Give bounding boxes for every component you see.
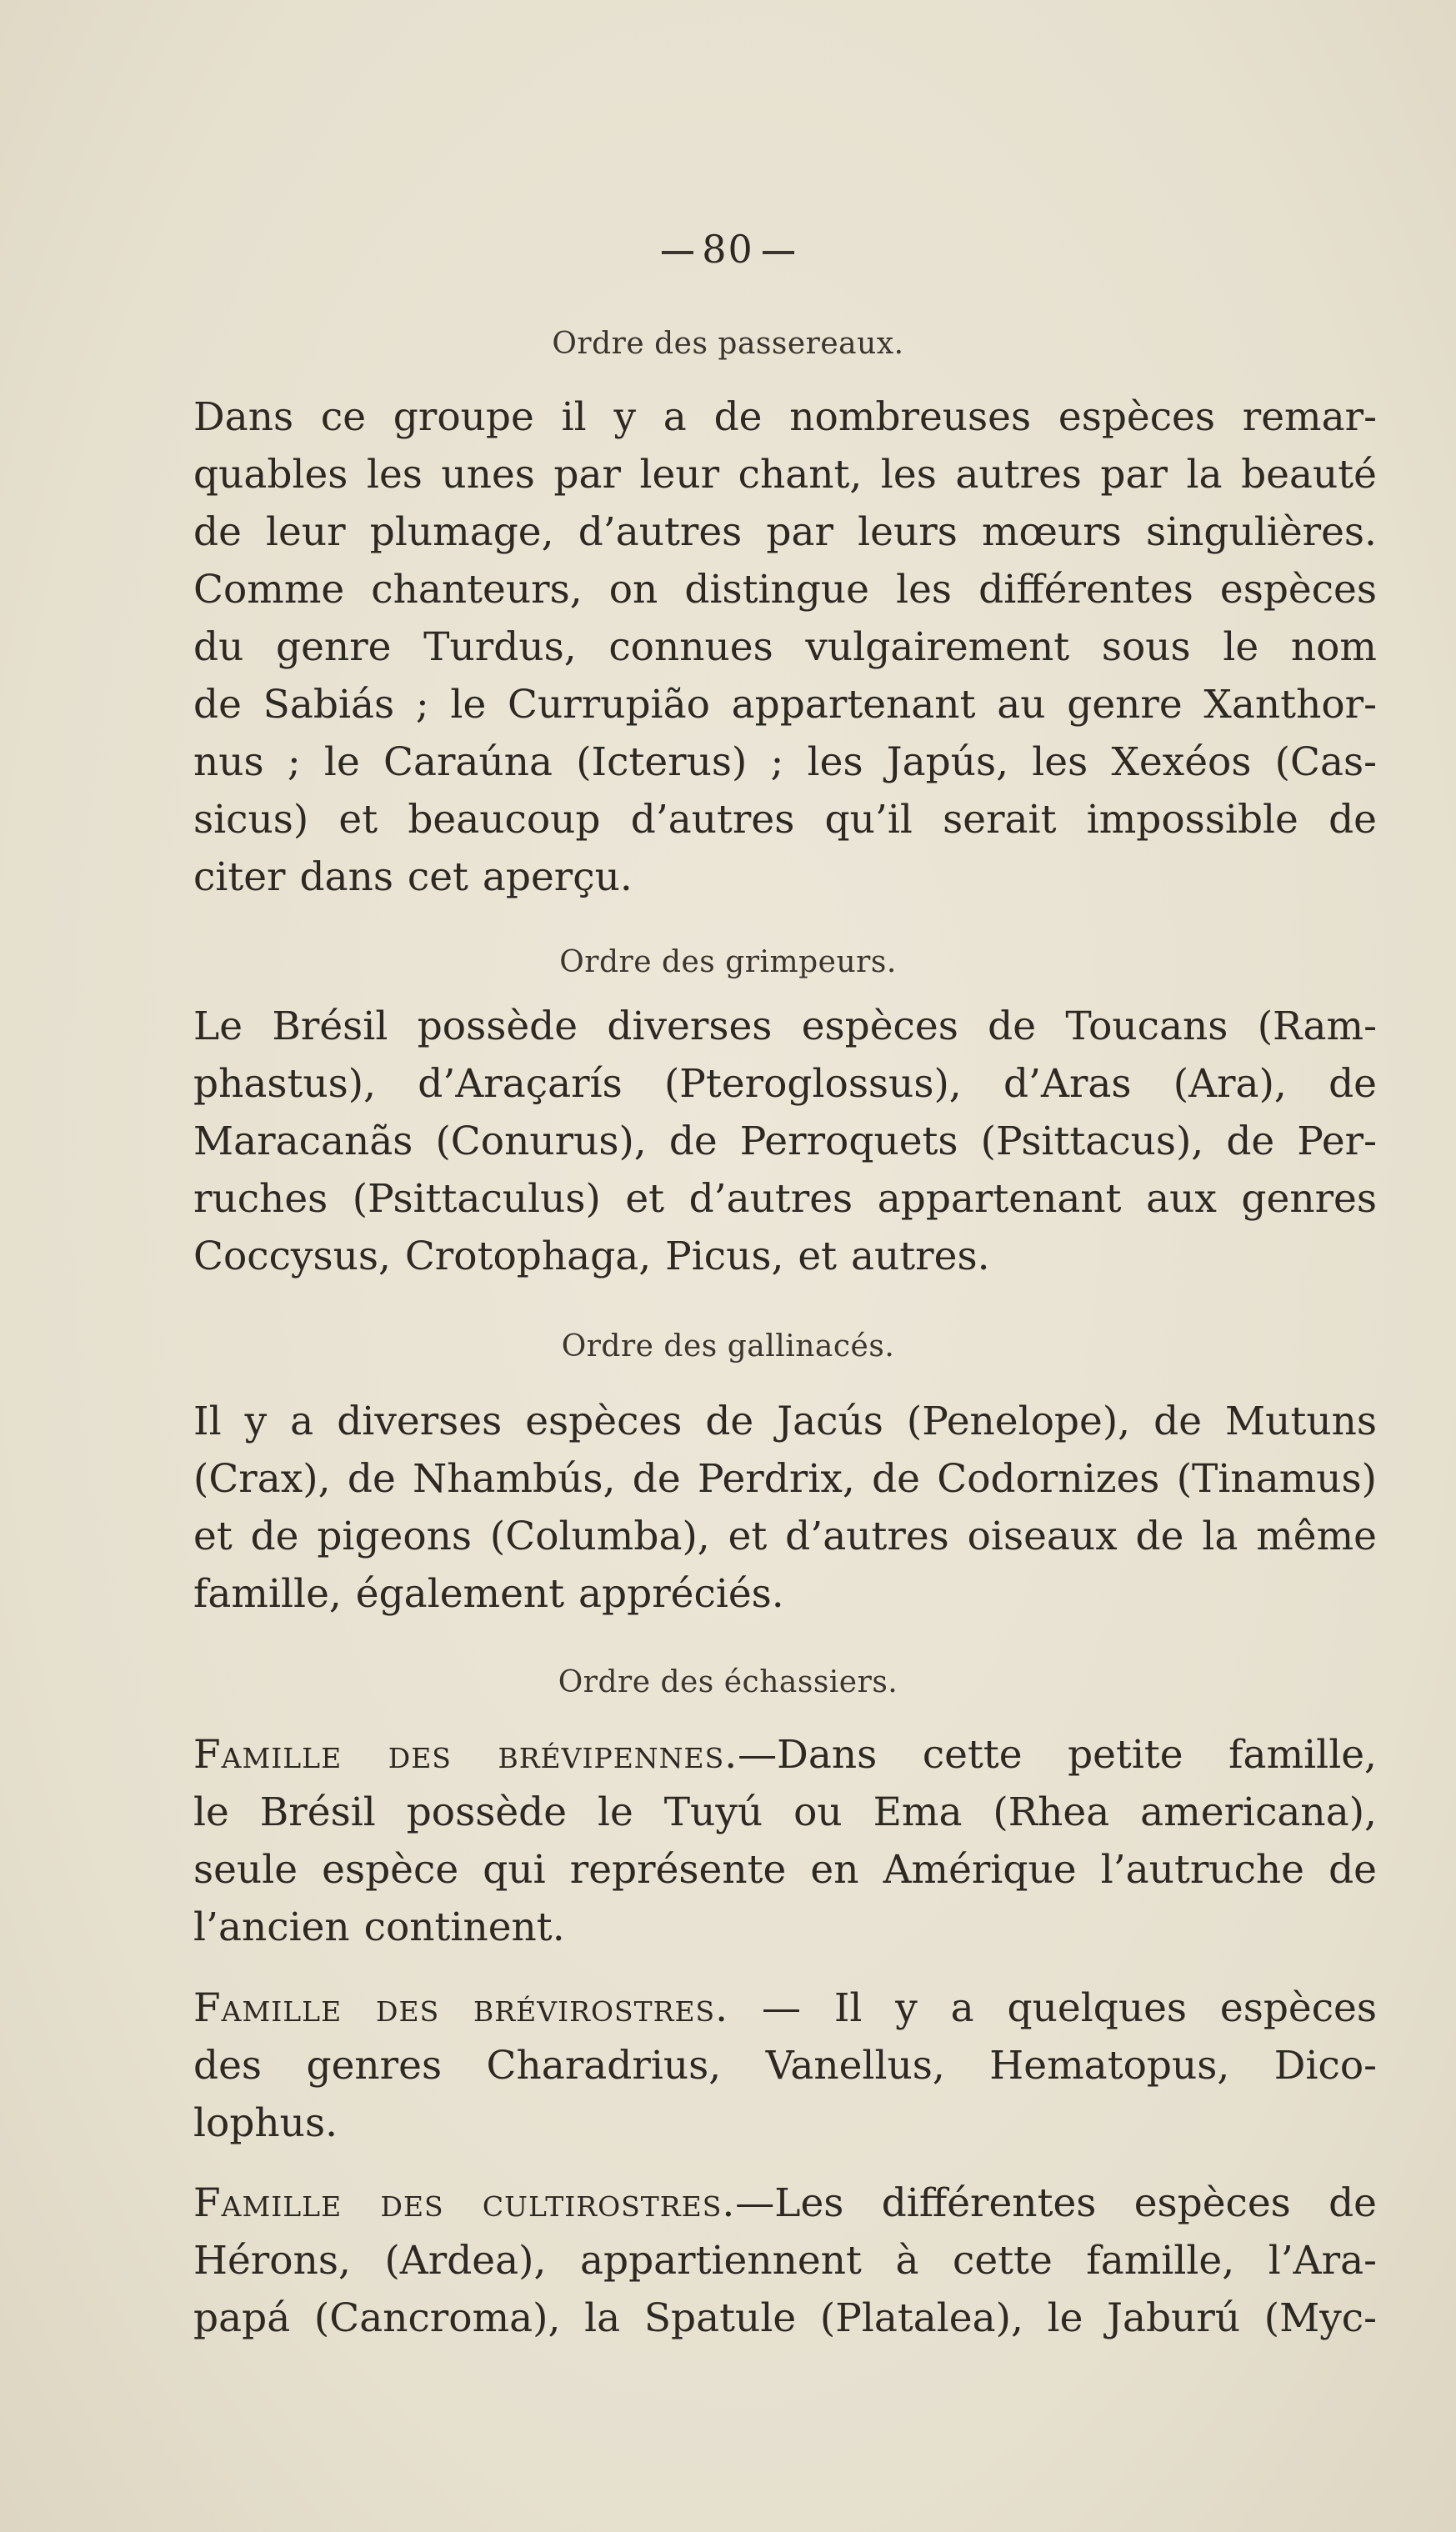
text-line: sicus) et beaucoup d’autres qu’il serait impossible de: [193, 797, 1377, 843]
text-line: nus ; le Caraúna (Icterus) ; les Japús, les Xexéos (Cas-: [193, 739, 1377, 785]
text-line: de Sabiás ; le Currupião appartenant au genre Xanthor-: [193, 682, 1377, 728]
family-label: Famille des brévirostres.: [193, 1985, 729, 2031]
text-line: citer dans cet aperçu.: [193, 854, 633, 900]
text-line: Coccysus, Crotophaga, Picus, et autres.: [193, 1233, 990, 1279]
text-line: l’ancien continent.: [193, 1904, 565, 1950]
text-line: lophus.: [193, 2100, 338, 2146]
text-line: Famille des brévirostres. — Il y a quelques espèces: [193, 1985, 1377, 2031]
text-line: Hérons, (Ardea), appartiennent à cette famille, l’Ara-: [193, 2238, 1377, 2284]
left-dash: [662, 251, 693, 254]
text-line: Famille des brévipennes.—Dans cette petite famille,: [193, 1732, 1377, 1778]
text-line: (Crax), de Nhambús, de Perdrix, de Codornizes (Tinamus): [193, 1456, 1377, 1502]
text-line: Comme chanteurs, on distingue les différentes espèces: [193, 567, 1377, 613]
family-label: Famille des cultirostres.: [193, 2180, 736, 2226]
paragraph-cultirostres: [193, 2174, 1377, 2347]
text-line: Le Brésil possède diverses espèces de Toucans (Ram-: [193, 1003, 1377, 1049]
paragraph-brevipennes: [193, 1726, 1377, 1956]
paragraph-gallinaces: [193, 1393, 1377, 1623]
text-line: le Brésil possède le Tuyú ou Ema (Rhea americana),: [193, 1789, 1377, 1835]
paragraph-brevirostres: [193, 1979, 1377, 2152]
paragraph-passereaux: [193, 388, 1377, 906]
section-heading-echassiers: Ordre des échassiers.: [558, 1665, 898, 1699]
text-line: de leur plumage, d’autres par leurs mœurs singulières.: [193, 509, 1377, 555]
text-line: Famille des cultirostres.—Les différentes espèces de: [193, 2180, 1377, 2226]
right-dash: [763, 251, 794, 254]
paragraph-grimpeurs: [193, 998, 1377, 1285]
text-line: Il y a diverses espèces de Jacús (Penelope), de Mutuns: [193, 1399, 1377, 1444]
text-line: ruches (Psittaculus) et d’autres appartenant aux genres: [193, 1176, 1377, 1222]
text-line: du genre Turdus, connues vulgairement sous le nom: [193, 624, 1377, 670]
text-line: des genres Charadrius, Vanellus, Hematopus, Dico-: [193, 2043, 1377, 2089]
text-line: seule espèce qui représente en Amérique l’autruche de: [193, 1847, 1377, 1893]
text-line: Maracanãs (Conurus), de Perroquets (Psittacus), de Per-: [193, 1118, 1377, 1164]
text-line: phastus), d’Araçarís (Pteroglossus), d’Aras (Ara), de: [193, 1061, 1377, 1107]
family-label: Famille des brévipennes.: [193, 1732, 738, 1778]
text-line: quables les unes par leur chant, les autres par la beauté: [193, 452, 1377, 498]
text-line: papá (Cancroma), la Spatule (Platalea), le Jaburú (Myc-: [193, 2295, 1377, 2341]
page-number: 80: [0, 227, 1456, 272]
section-heading-grimpeurs: Ordre des grimpeurs.: [559, 945, 897, 979]
text-line: Dans ce groupe il y a de nombreuses espèces remar-: [193, 394, 1377, 440]
text-line: famille, également appréciés.: [193, 1571, 784, 1617]
section-heading-passereaux: Ordre des passereaux.: [552, 327, 904, 361]
section-heading-gallinaces: Ordre des gallinacés.: [561, 1329, 895, 1364]
text-line: et de pigeons (Columba), et d’autres oiseaux de la même: [193, 1514, 1377, 1559]
